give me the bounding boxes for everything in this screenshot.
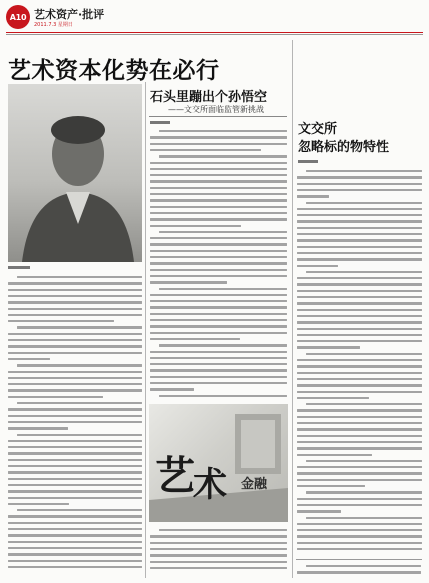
text-line: [297, 372, 422, 374]
text-line: [8, 295, 142, 297]
text-line: [150, 174, 287, 176]
text-line: [297, 397, 369, 399]
calligraphy-photo: [149, 404, 288, 522]
text-line: [8, 566, 142, 568]
text-line: [159, 395, 287, 397]
text-line: [306, 403, 422, 405]
text-line: [150, 256, 287, 258]
column-divider-left: [145, 82, 146, 578]
text-line: [150, 554, 287, 556]
text-line: [297, 409, 422, 411]
text-line: [297, 498, 422, 500]
text-line: [306, 491, 422, 493]
text-line: [8, 446, 142, 448]
text-line: [297, 479, 422, 481]
text-line: [150, 294, 287, 296]
text-line: [297, 258, 422, 260]
text-line: [159, 529, 287, 531]
text-line: [297, 309, 422, 311]
photo-caption: [8, 266, 30, 269]
text-line: [150, 561, 287, 563]
text-line: [8, 459, 142, 461]
portrait-photo-icon: [8, 84, 142, 262]
text-line: [8, 528, 142, 530]
text-line: [150, 275, 287, 277]
text-line: [150, 162, 287, 164]
text-line: [150, 199, 287, 201]
text-line: [297, 321, 422, 323]
text-line: [8, 547, 142, 549]
text-line: [8, 396, 103, 398]
text-line: [8, 560, 142, 562]
text-line: [150, 206, 287, 208]
text-line: [150, 168, 287, 170]
text-line: [297, 334, 422, 336]
text-line: [150, 212, 287, 214]
right-article-byline: [298, 160, 318, 163]
text-line: [150, 300, 287, 302]
text-line: [297, 195, 329, 197]
text-line: [159, 231, 287, 233]
text-line: [8, 515, 142, 517]
text-line: [150, 306, 287, 308]
text-line: [297, 328, 422, 330]
text-line: [297, 365, 422, 367]
text-line: [297, 208, 422, 210]
text-line: [8, 478, 142, 480]
middle-article-body-top: [150, 128, 287, 400]
text-line: [150, 535, 287, 537]
text-line: [297, 220, 422, 222]
issue-date: 2011.7.3 星期日: [34, 22, 73, 28]
text-line: [8, 471, 142, 473]
middle-article-body-bottom: [150, 527, 287, 577]
photo-text-jinrong: 金融: [241, 477, 268, 492]
text-line: [8, 534, 142, 536]
newspaper-logo: A10: [6, 5, 30, 29]
text-line: [8, 484, 142, 486]
text-line: [8, 541, 142, 543]
text-line: [150, 149, 261, 151]
text-line: [150, 237, 287, 239]
text-line: [297, 454, 372, 456]
text-line: [150, 363, 287, 365]
text-line: [8, 320, 114, 322]
text-line: [297, 378, 422, 380]
text-line: [150, 250, 287, 252]
text-line: [297, 359, 422, 361]
text-line: [297, 435, 422, 437]
text-line: [150, 243, 287, 245]
text-line: [159, 288, 287, 290]
text-line: [150, 313, 287, 315]
right-article-title-line2: 忽略标的物特性: [298, 140, 390, 155]
text-line: [297, 290, 422, 292]
text-line: [8, 358, 50, 360]
text-line: [297, 233, 422, 235]
text-line: [159, 155, 287, 157]
text-line: [297, 571, 421, 573]
text-line: [297, 548, 422, 550]
text-line: [8, 352, 142, 354]
text-line: [297, 340, 422, 342]
text-line: [297, 542, 422, 544]
text-line: [297, 189, 422, 191]
text-line: [8, 333, 142, 335]
text-line: [297, 485, 365, 487]
text-line: [297, 472, 422, 474]
left-article-body: [8, 274, 142, 576]
text-line: [8, 345, 142, 347]
text-line: [297, 296, 422, 298]
text-line: [8, 440, 142, 442]
photo-text-yi: 艺: [155, 452, 195, 499]
text-line: [8, 371, 142, 373]
text-line: [8, 314, 142, 316]
text-line: [8, 289, 142, 291]
text-line: [297, 441, 422, 443]
text-line: [8, 408, 142, 410]
text-line: [17, 402, 142, 404]
text-line: [150, 180, 287, 182]
header-divider: [6, 32, 423, 33]
text-line: [150, 567, 287, 569]
text-line: [297, 176, 422, 178]
text-line: [150, 338, 240, 340]
text-line: [297, 510, 341, 512]
text-line: [150, 193, 287, 195]
text-line: [297, 302, 422, 304]
text-line: [306, 271, 422, 273]
text-line: [159, 130, 287, 132]
photo-text-shu: 术: [193, 465, 227, 505]
text-line: [8, 377, 142, 379]
text-line: [297, 523, 422, 525]
text-line: [297, 535, 422, 537]
text-line: [297, 214, 422, 216]
text-line: [150, 319, 287, 321]
text-line: [150, 225, 241, 227]
text-line: [8, 553, 142, 555]
text-line: [297, 252, 422, 254]
text-line: [8, 308, 142, 310]
header-divider-thin: [6, 34, 423, 35]
text-line: [17, 509, 142, 511]
text-line: [297, 239, 422, 241]
text-line: [306, 460, 422, 462]
text-line: [8, 421, 142, 423]
middle-article-byline: [150, 121, 170, 124]
right-article-body: [297, 168, 422, 556]
text-line: [159, 344, 287, 346]
text-line: [8, 490, 142, 492]
right-article-title-line1: 文交所: [298, 122, 338, 137]
text-line: [17, 276, 142, 278]
text-line: [150, 325, 287, 327]
text-line: [297, 504, 422, 506]
text-line: [8, 427, 68, 429]
text-line: [150, 357, 287, 359]
text-line: [297, 529, 422, 531]
text-line: [150, 262, 287, 264]
portrait-photo: [8, 84, 142, 262]
middle-article-title: 石头里蹦出个孙悟空: [150, 90, 268, 105]
text-line: [297, 422, 422, 424]
text-line: [297, 183, 422, 185]
text-line: [306, 170, 422, 172]
column-divider-right: [292, 40, 293, 578]
author-note-text: [297, 563, 421, 577]
text-line: [150, 351, 287, 353]
text-line: [297, 283, 422, 285]
text-line: [297, 346, 360, 348]
text-line: [297, 265, 338, 267]
text-line: [8, 389, 142, 391]
text-line: [8, 465, 142, 467]
text-line: [297, 246, 422, 248]
middle-article-subtitle: ——文交所面临监管新挑战: [168, 105, 264, 114]
text-line: [150, 136, 287, 138]
text-line: [297, 428, 422, 430]
author-note: [296, 559, 422, 578]
main-headline: 艺术资本化势在必行: [8, 58, 220, 84]
text-line: [17, 434, 142, 436]
text-line: [8, 415, 142, 417]
text-line: [17, 364, 142, 366]
text-line: [297, 277, 422, 279]
middle-title-rule: [149, 116, 287, 117]
text-line: [8, 522, 142, 524]
text-line: [150, 269, 287, 271]
text-line: [8, 503, 69, 505]
text-line: [8, 383, 142, 385]
text-line: [17, 326, 142, 328]
text-line: [8, 301, 142, 303]
text-line: [150, 382, 287, 384]
text-line: [150, 369, 287, 371]
text-line: [8, 282, 142, 284]
text-line: [8, 497, 142, 499]
text-line: [306, 517, 422, 519]
text-line: [297, 384, 422, 386]
text-line: [150, 376, 287, 378]
text-line: [297, 447, 422, 449]
text-line: [297, 466, 422, 468]
text-line: [297, 391, 422, 393]
text-line: [8, 452, 142, 454]
text-line: [306, 565, 421, 567]
text-line: [150, 542, 287, 544]
text-line: [297, 315, 422, 317]
text-line: [306, 353, 422, 355]
text-line: [150, 281, 227, 283]
text-line: [297, 227, 422, 229]
section-title: 艺术资产·批评: [34, 8, 105, 21]
text-line: [150, 218, 287, 220]
text-line: [150, 548, 287, 550]
text-line: [297, 416, 422, 418]
text-line: [150, 388, 194, 390]
text-line: [150, 187, 287, 189]
text-line: [306, 202, 422, 204]
text-line: [8, 339, 142, 341]
text-line: [150, 143, 287, 145]
text-line: [150, 332, 287, 334]
